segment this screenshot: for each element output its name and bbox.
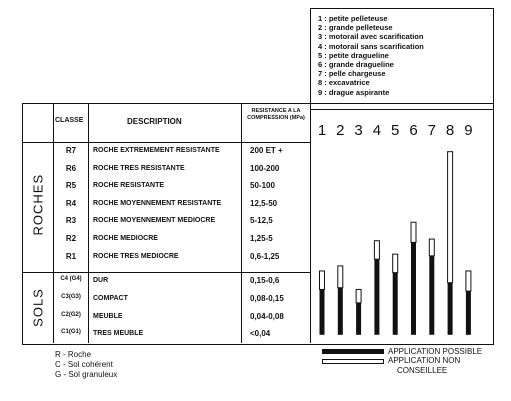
equipment-legend-item: 9 : drague aspirante (318, 87, 390, 97)
header-resistance: RESISTANCE A LA COMPRESSION (MPa) (247, 108, 305, 121)
equipment-number-label: 8 (445, 122, 455, 139)
row-classe: R1 (65, 251, 77, 261)
row-classe: C3(G3) (61, 293, 81, 300)
bar-possible (448, 283, 453, 335)
bar-not-advised (374, 241, 379, 259)
row-description: ROCHE MOYENNEMENT RESISTANTE (93, 199, 222, 207)
row-classe: C1(G1) (61, 329, 81, 336)
equipment-legend-item: 1 : petite pelleteuse (318, 14, 388, 23)
row-description: DUR (93, 277, 109, 284)
abbreviation-legend (55, 350, 117, 380)
legend-roche: R - Roche (55, 350, 92, 359)
bar-not-advised (338, 266, 343, 288)
equipment-legend-item: 7 : pelle chargeuse (318, 69, 386, 79)
row-description: ROCHE RESISTANTE (93, 182, 165, 190)
row-resistance: <0,04 (250, 329, 271, 339)
bar-not-advised (448, 152, 453, 283)
row-description: ROCHE TRES MEDIOCRE (93, 252, 179, 260)
equipment-number-label: 5 (391, 122, 400, 139)
legend-label-not-advised-2: CONSEILLEE (397, 366, 448, 375)
bar-possible (429, 256, 434, 335)
row-classe: R4 (65, 198, 77, 208)
equipment-legend-item: 5 : petite dragueline (318, 50, 389, 60)
legend-sol-granuleux: G - Sol granuleux (55, 370, 118, 379)
row-resistance: 0,15-0,6 (250, 276, 280, 285)
equipment-legend-item: 2 : grande pelleteuse (318, 23, 393, 33)
bar-possible (338, 288, 343, 335)
bar-not-advised (466, 271, 471, 291)
group-label-roches: ROCHES (30, 173, 46, 236)
equipment-legend-item: 8 : excavatrice (318, 78, 370, 88)
row-resistance: 0,6-1,25 (250, 251, 280, 261)
row-classe: C4 (G4) (60, 276, 82, 282)
legend-label-possible: APPLICATION POSSIBLE (388, 347, 483, 356)
row-classe: R6 (65, 163, 77, 173)
group-label-sols: SOLS (30, 288, 46, 327)
row-description: ROCHE MOYENNEMENT MEDIOCRE (93, 217, 216, 225)
bar-not-advised (356, 289, 361, 302)
row-description: MEUBLE (93, 312, 123, 320)
bar-not-advised (429, 239, 434, 256)
bar-possible (374, 259, 379, 335)
row-resistance: 100-200 (250, 163, 280, 173)
row-description: ROCHE EXTREMEMENT RESISTANTE (93, 147, 220, 154)
row-classe: R3 (65, 216, 77, 226)
equipment-number-label: 2 (336, 122, 345, 139)
row-classe: R5 (65, 181, 77, 191)
bar-not-advised (320, 271, 325, 289)
header-description: DESCRIPTION (127, 117, 182, 126)
bar-possible (411, 242, 416, 334)
legend-sol-coherent: C - Sol cohérent (55, 360, 113, 369)
row-resistance: 50-100 (250, 181, 275, 191)
legend-swatch-possible (322, 349, 384, 354)
row-resistance: 200 ET + (250, 146, 283, 155)
equipment-number-label: 1 (317, 122, 327, 139)
row-description: TRES MEUBLE (93, 330, 144, 338)
bar-possible (466, 291, 471, 335)
bar-possible (393, 273, 398, 335)
equipment-number-label: 4 (372, 122, 382, 139)
row-resistance: 5-12,5 (250, 216, 273, 226)
legend-swatch-not-advised (322, 359, 384, 364)
row-description: COMPACT (93, 294, 128, 302)
row-classe: R7 (65, 146, 77, 155)
equipment-number-label: 3 (354, 122, 363, 139)
bar-not-advised (411, 222, 416, 242)
bar-possible (320, 289, 325, 334)
row-resistance: 1,25-5 (250, 234, 273, 243)
bar-not-advised (393, 254, 398, 272)
row-description: ROCHE TRES RESISTANTE (93, 164, 185, 172)
equipment-number-label: 6 (409, 122, 418, 139)
row-resistance: 12,5-50 (250, 198, 278, 208)
equipment-legend-item: 6 : grande dragueline (318, 60, 394, 70)
equipment-legend-item: 3 : motorail avec scarification (318, 32, 424, 42)
row-resistance: 0,08-0,15 (250, 293, 284, 303)
equipment-legend-item: 4 : motorail sans scarification (318, 41, 424, 51)
row-description: ROCHE MEDIOCRE (93, 235, 158, 242)
bar-possible (356, 303, 361, 335)
equipment-number-label: 7 (427, 122, 436, 139)
row-resistance: 0,04-0,08 (250, 311, 284, 321)
row-classe: C2(G2) (61, 311, 81, 318)
header-classe: CLASSE (55, 117, 84, 124)
equipment-number-label: 9 (464, 122, 473, 139)
row-classe: R2 (65, 234, 77, 243)
legend-label-not-advised: APPLICATION NON (388, 356, 461, 365)
